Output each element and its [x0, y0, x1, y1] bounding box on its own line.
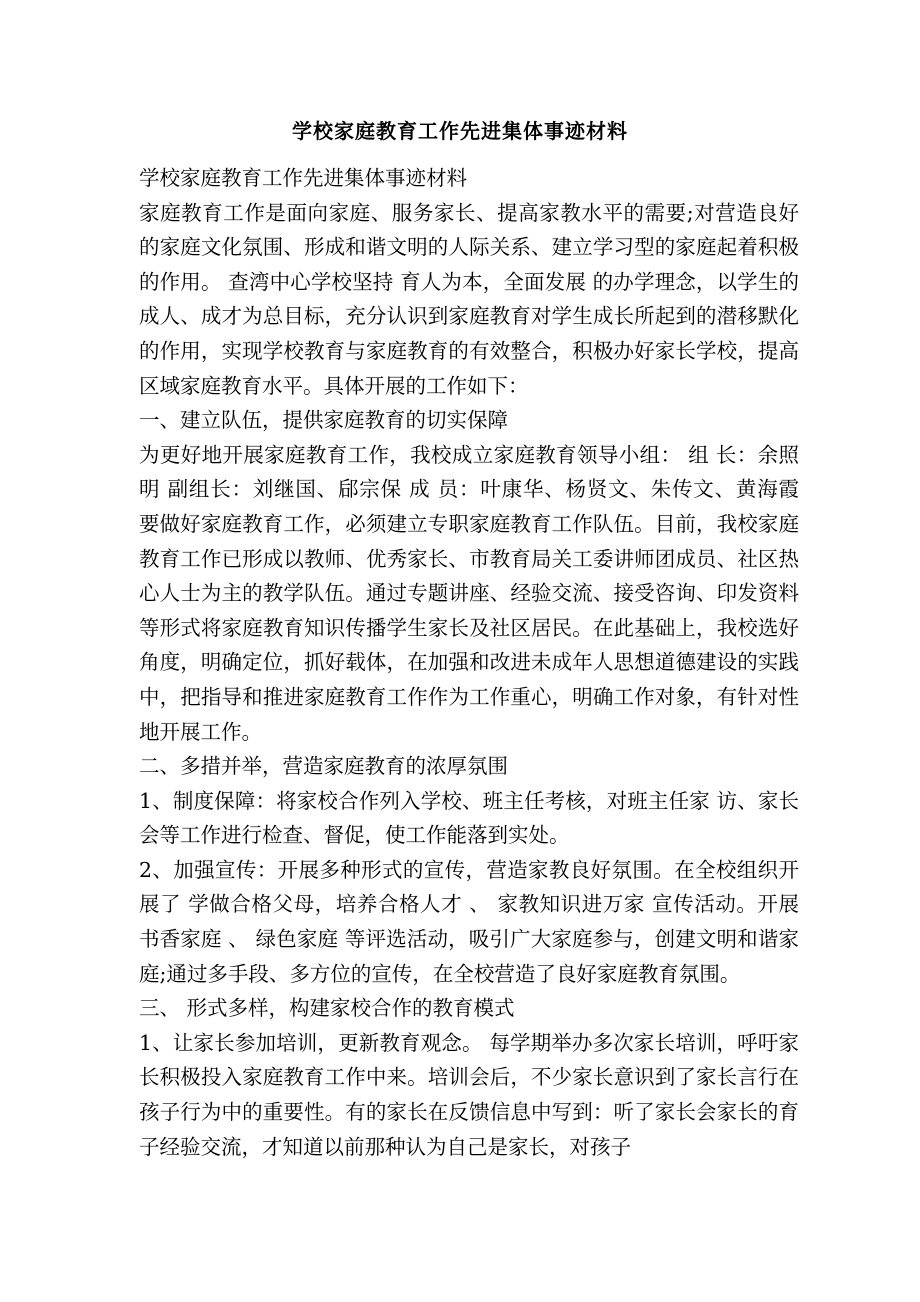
section-heading-2: 二、多措并举，营造家庭教育的浓厚氛围: [139, 754, 508, 779]
paragraph-publicity: 2、加强宣传：开展多种形式的宣传，营造家教良好氛围。在全校组织开展了 学做合格父母，培养合格人才 、 家教知识进万家 宣传活动。开展 书香家庭 、 绿色家庭 等评选活动，吸引广大家庭参与，创建文明和谐家庭;通过多手段、多方位的宣传，在全校营造了良好家庭教育氛围。: [139, 857, 799, 986]
document-body: [139, 161, 799, 1164]
document-title: 学校家庭教育工作先进集体事迹材料: [292, 119, 628, 143]
paragraph-intro: 家庭教育工作是面向家庭、服务家长、提高家教水平的需要;对营造良好的家庭文化氛围、形成和谐文明的人际关系、建立学习型的家庭起着积极的作用。 查湾中心学校坚持 育人为本，全面发展 的办学理念，以学生的成人、成才为总目标，充分认识到家庭教育对学生成长所起到的潜移默化的作用，实现学校教育与家庭教育的有效整合，积极办好家长学校，提高区域家庭教育水平。具体开展的工作如下：: [139, 200, 799, 398]
section-heading-3: 三、 形式多样，构建家校合作的教育模式: [139, 996, 515, 1021]
paragraph-team: 为更好地开展家庭教育工作，我校成立家庭教育领导小组： 组 长：余照明 副组长：刘继国、郈宗保 成 员：叶康华、杨贤文、朱传文、黄海霞 要做好家庭教育工作，必须建立专职家庭教育工作队伍。目前，我校家庭教育工作已形成以教师、优秀家长、市教育局关工委讲师团成员、社区热心人士为主的教学队伍。通过专题讲座、经验交流、接受咨询、印发资料等形式将家庭教育知识传播学生家长及社区居民。在此基础上，我校选好角度，明确定位，抓好载体，在加强和改进未成年人思想道德建设的实践中，把指导和推进家庭教育工作作为工作重心，明确工作对象，有针对性地开展工作。: [139, 442, 799, 744]
paragraph-subtitle: 学校家庭教育工作先进集体事迹材料: [139, 166, 467, 190]
paragraph-system: 1、制度保障：将家校合作列入学校、班主任考核，对班主任家 访、家长会等工作进行检查、督促，使工作能落到实处。: [139, 788, 799, 848]
paragraph-training: 1、让家长参加培训，更新教育观念。 每学期举办多次家长培训，呼吁家长积极投入家庭教育工作中来。培训会后，不少家长意识到了家长言行在孩子行为中的重要性。有的家长在反馈信息中写到：听了家长会家长的育子经验交流，才知道以前那种认为自己是家长，对孩子: [139, 1030, 799, 1159]
section-heading-1: 一、建立队伍，提供家庭教育的切实保障: [139, 408, 508, 433]
